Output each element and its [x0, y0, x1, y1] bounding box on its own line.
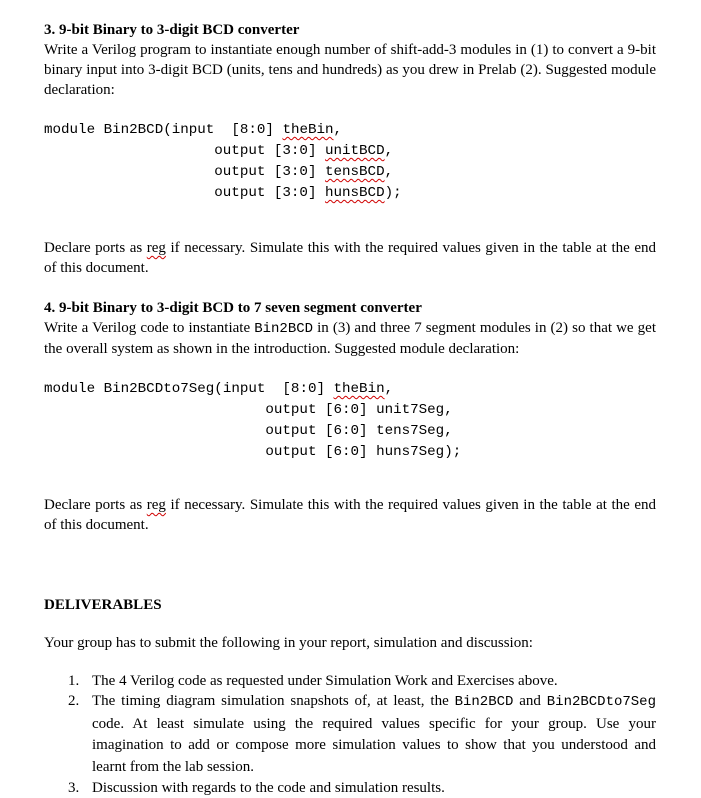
note-text: Declare ports as	[44, 240, 147, 256]
intro-code: Bin2BCD	[254, 321, 314, 337]
section4-intro	[44, 318, 656, 359]
list-number: 3.	[68, 780, 80, 796]
code-range: [3:0]	[265, 143, 325, 159]
note-text: Declare ports as	[44, 497, 147, 513]
intro-text: in (3) and three 7 segment modules in (2) so that we get the overall system as shown in the introduction. Suggested module declaration:	[44, 320, 656, 357]
section4-note	[44, 495, 656, 535]
list-text: The 4 Verilog code as requested under Simulation Work and Exercises above.	[92, 673, 558, 689]
code-paren: (	[163, 122, 172, 138]
code-paren: (	[214, 381, 223, 397]
code-end: ,	[384, 164, 394, 180]
code-port: theBin	[282, 122, 334, 138]
code-range: [8:0]	[214, 122, 283, 138]
code-keyword: module	[44, 381, 104, 397]
code-dir: output	[265, 402, 317, 418]
list-code: Bin2BCDto7Seg	[546, 694, 656, 710]
code-port: hunsBCD	[324, 185, 385, 201]
code-range: [6:0]	[316, 444, 377, 460]
code-port: unit7Seg	[376, 402, 445, 418]
list-text: and	[513, 693, 547, 709]
section3-heading: 3. 9-bit Binary to 3-digit BCD converter	[44, 22, 300, 38]
list-item	[44, 691, 656, 778]
code-module-name: Bin2BCD	[103, 122, 164, 138]
code-keyword: module	[44, 122, 104, 138]
code-module-name: Bin2BCDto7Seg	[103, 381, 215, 397]
code-dir: output	[214, 185, 266, 201]
section4-heading: 4. 9-bit Binary to 3-digit BCD to 7 seven segment converter	[44, 300, 422, 316]
code-dir: output	[265, 444, 317, 460]
code-port: huns7Seg	[376, 444, 445, 460]
code-range: [6:0]	[316, 423, 377, 439]
code-range: [8:0]	[265, 381, 334, 397]
code-dir: output	[214, 143, 266, 159]
list-text: Discussion with regards to the code and simulation results.	[92, 780, 445, 796]
note-reg: reg	[146, 240, 166, 256]
intro-text: Write a Verilog code to instantiate	[44, 320, 255, 336]
code-end: ,	[444, 423, 453, 439]
bin2bcd-declaration	[44, 120, 656, 204]
code-end: );	[384, 185, 402, 201]
list-number: 2.	[68, 693, 80, 709]
code-end: ,	[384, 143, 394, 159]
list-text: code. At least simulate using the required values specific for your group. Use your imagination to add or compose more simulation values to show that you understood and learnt from the lab session.	[92, 715, 656, 775]
list-item	[44, 778, 656, 798]
list-item	[44, 671, 656, 691]
code-dir: output	[214, 164, 266, 180]
code-dir: input	[222, 381, 266, 397]
code-dir: output	[265, 423, 317, 439]
code-range: [3:0]	[265, 185, 325, 201]
deliverables-intro: Your group has to submit the following in your report, simulation and discussion:	[44, 635, 533, 651]
document-page	[44, 20, 656, 798]
list-text: The timing diagram simulation snapshots of, at least, the	[92, 693, 455, 709]
code-range: [3:0]	[265, 164, 325, 180]
list-number: 1.	[68, 673, 80, 689]
note-reg: reg	[146, 497, 166, 513]
code-end: );	[444, 444, 462, 460]
code-port: theBin	[333, 381, 385, 397]
code-end: ,	[384, 381, 394, 397]
section3-intro: Write a Verilog program to instantiate enough number of shift-add-3 modules in (1) to convert a 9-bit binary input into 3-digit BCD (units, tens and hundreds) as you drew in Prelab (2). Suggested module declaration:	[44, 42, 656, 98]
deliverables-heading: DELIVERABLES	[44, 597, 162, 613]
list-code: Bin2BCD	[454, 694, 514, 710]
code-end: ,	[444, 402, 453, 418]
code-port: tens7Seg	[376, 423, 445, 439]
code-end: ,	[333, 122, 343, 138]
note-text: if necessary. Simulate this with the required values given in the table at the end of this document.	[44, 497, 656, 533]
code-range: [6:0]	[316, 402, 377, 418]
section3-note	[44, 238, 656, 278]
note-text: if necessary. Simulate this with the required values given in the table at the end of this document.	[44, 240, 656, 276]
bin2bcdto7seg-declaration	[44, 379, 656, 463]
deliverables-list	[44, 671, 656, 798]
code-port: tensBCD	[324, 164, 385, 180]
code-port: unitBCD	[324, 143, 385, 159]
code-dir: input	[171, 122, 215, 138]
